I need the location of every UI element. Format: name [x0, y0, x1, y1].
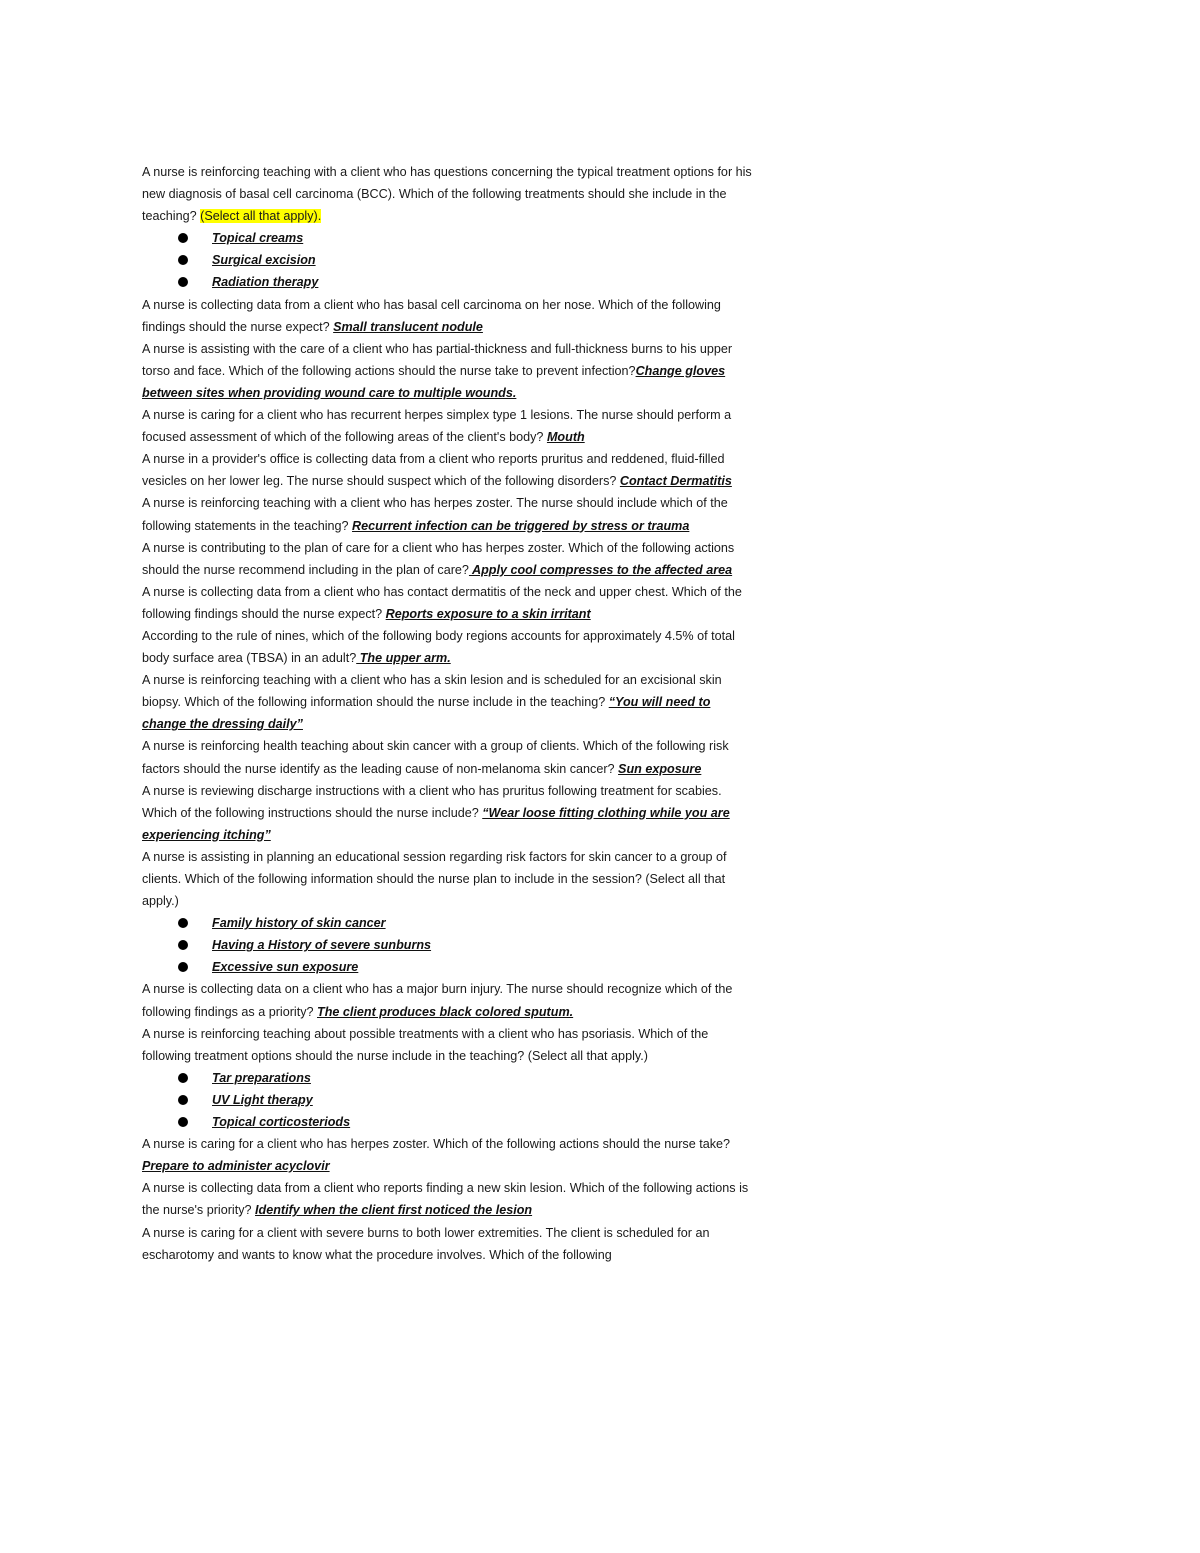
bullet-icon	[178, 233, 188, 243]
highlighted-instruction: (Select all that apply).	[200, 209, 322, 224]
answer-text: Mouth	[546, 430, 585, 445]
answer-text: Sun exposure	[618, 761, 702, 776]
list-item	[142, 227, 752, 249]
bullet-icon	[178, 962, 188, 972]
question-text: A nurse is reinforcing teaching with a client who has questions concerning the typical treatment options for his new diagnosis of basal cell carcinoma (BCC). Which of the following treatments should she include in the teaching?	[142, 165, 752, 224]
answer-text: Contact Dermatitis	[619, 474, 732, 489]
question-9	[142, 625, 752, 669]
question-text: A nurse is caring for a client who has recurrent herpes simplex type 1 lesions. The nurse should perform a focused assessment of which of the following areas of the client's body?	[142, 408, 732, 445]
bullet-icon	[178, 1095, 188, 1105]
question-6	[142, 492, 752, 536]
answer-text: Surgical excision	[212, 253, 316, 268]
question-4	[142, 404, 752, 448]
question-5	[142, 448, 752, 492]
bullet-icon	[178, 918, 188, 928]
answer-text: Having a History of severe sunburns	[212, 938, 432, 953]
question-text: A nurse is assisting in planning an educational session regarding risk factors for skin cancer to a group of clients. Which of the following information should the nurse plan to include in the session? (Select all that apply.)	[142, 849, 727, 909]
question-15	[142, 1023, 752, 1067]
question-text: A nurse is reviewing discharge instructions with a client who has pruritus following treatment for scabies. Which of the following instructions should the nurse include?	[142, 783, 722, 820]
answer-text: Change gloves between sites when providing wound care to multiple wounds.	[142, 363, 726, 400]
question-10	[142, 669, 752, 735]
list-item	[142, 934, 752, 956]
document-page	[142, 161, 752, 1266]
list-item	[142, 271, 752, 293]
question-16	[142, 1133, 752, 1177]
question-text: According to the rule of nines, which of the following body regions accounts for approximately 4.5% of total body surface area (TBSA) in an adult?	[142, 628, 735, 666]
list-item	[142, 956, 752, 978]
answer-text: The client produces black colored sputum.	[317, 1004, 574, 1019]
question-13	[142, 846, 752, 912]
answer-text: The upper arm.	[356, 651, 451, 666]
question-1	[142, 161, 752, 227]
list-item	[142, 1067, 752, 1089]
answer-list-1	[142, 227, 752, 293]
question-text: A nurse is contributing to the plan of care for a client who has herpes zoster. Which of the following actions should the nurse recommend including in the plan of care?	[142, 540, 735, 577]
answer-text: Reports exposure to a skin irritant	[385, 606, 591, 621]
question-text: A nurse is reinforcing health teaching about skin cancer with a group of clients. Which of the following risk factors should the nurse identify as the leading cause of non-melanoma skin cancer?	[142, 739, 729, 776]
answer-text: Topical creams	[212, 231, 304, 246]
answer-text: Identify when the client first noticed the lesion	[255, 1203, 533, 1218]
question-text: A nurse is caring for a client who has herpes zoster. Which of the following actions should the nurse take?	[142, 1137, 731, 1152]
list-item	[142, 249, 752, 271]
answer-text: Topical corticosteriods	[212, 1115, 351, 1130]
list-item	[142, 912, 752, 934]
question-14	[142, 978, 752, 1022]
bullet-icon	[178, 1117, 188, 1127]
question-text: A nurse is reinforcing teaching about possible treatments with a client who has psoriasis. Which of the following treatment options should the nurse include in the teaching? (Select all that apply.)	[142, 1026, 709, 1063]
question-17	[142, 1177, 752, 1221]
question-text: A nurse is collecting data on a client who has a major burn injury. The nurse should recognize which of the following findings as a priority?	[142, 982, 733, 1019]
question-11	[142, 735, 752, 779]
question-text: A nurse is reinforcing teaching with a client who has a skin lesion and is scheduled for an excisional skin biopsy. Which of the following information should the nurse include in the teaching?	[142, 673, 722, 710]
question-text: A nurse is collecting data from a client who has contact dermatitis of the neck and upper chest. Which of the following findings should the nurse expect?	[142, 584, 742, 621]
question-text: A nurse is collecting data from a client who reports finding a new skin lesion. Which of the following actions is the nurse's priority?	[142, 1181, 749, 1218]
question-2	[142, 294, 752, 338]
question-8	[142, 581, 752, 625]
list-item	[142, 1089, 752, 1111]
answer-list-13	[142, 912, 752, 978]
list-item	[142, 1111, 752, 1133]
answer-text: Tar preparations	[212, 1070, 311, 1085]
answer-text: UV Light therapy	[212, 1092, 313, 1107]
answer-text: Small translucent nodule	[333, 319, 483, 334]
question-text: A nurse is collecting data from a client who has basal cell carcinoma on her nose. Which of the following findings should the nurse expect?	[142, 297, 721, 334]
question-3	[142, 338, 752, 404]
question-text: A nurse in a provider's office is collecting data from a client who reports pruritus and reddened, fluid-filled vesicles on her lower leg. The nurse should suspect which of the following disorders?	[142, 452, 725, 489]
question-12	[142, 780, 752, 846]
bullet-icon	[178, 255, 188, 265]
bullet-icon	[178, 1073, 188, 1083]
answer-list-15	[142, 1067, 752, 1133]
question-18	[142, 1222, 752, 1266]
answer-text: “You will need to change the dressing daily”	[142, 695, 711, 732]
question-text: A nurse is reinforcing teaching with a client who has herpes zoster. The nurse should include which of the following statements in the teaching?	[142, 496, 728, 533]
answer-text: Apply cool compresses to the affected area	[468, 562, 733, 577]
bullet-icon	[178, 940, 188, 950]
answer-text: Prepare to administer acyclovir	[142, 1159, 330, 1174]
answer-text: Excessive sun exposure	[212, 960, 359, 975]
question-text: A nurse is assisting with the care of a client who has partial-thickness and full-thickness burns to his upper torso and face. Which of the following actions should the nurse take to prevent infection?	[142, 341, 733, 378]
question-text: A nurse is caring for a client with severe burns to both lower extremities. The client is scheduled for an escharotomy and wants to know what the procedure involves. Which of the following	[142, 1225, 710, 1262]
answer-text: Family history of skin cancer	[212, 916, 386, 931]
answer-text: Recurrent infection can be triggered by stress or trauma	[352, 518, 690, 533]
answer-text: Radiation therapy	[212, 275, 319, 290]
answer-text: “Wear loose fitting clothing while you are experiencing itching”	[142, 805, 730, 842]
bullet-icon	[178, 277, 188, 287]
question-7	[142, 537, 752, 581]
